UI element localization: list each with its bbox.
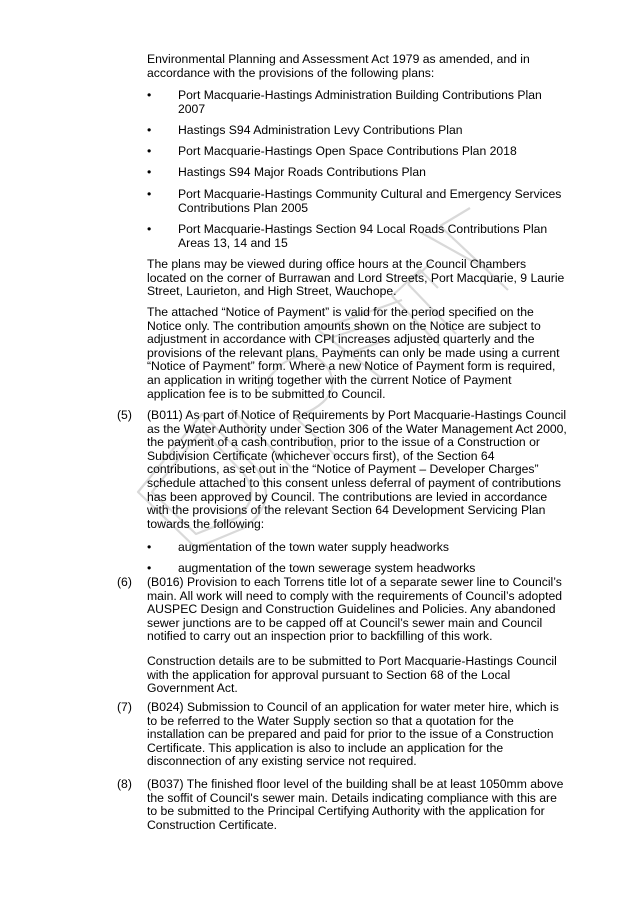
plan-item: Port Macquarie-Hastings Administration Building Contributions Plan 2007: [178, 88, 542, 116]
condition-text: (B016) Provision to each Torrens title lot of a separate sewer line to Council’s main. All work will need to comply with the requirements of Council’s adopted AUSPEC Design and Construction Guidelines and Policies. Any abandoned sewer junctions are to be capped off at Council’s sewer main and Council notified to carry out an inspection prior to backfilling of this work.: [147, 575, 563, 644]
headworks-item: augmentation of the town sewerage system headworks: [178, 561, 476, 575]
notice-of-payment-paragraph: The attached “Notice of Payment” is valid for the period specified on the Notice only. The contribution amounts shown on the Notice are subject to adjustment in accordance with CPI increases adjusted quarterly and the provisions of the relevant plans. Payments can only be made using a current “Notice of Payment” form. Where a new Notice of Payment form is required, an application in writing together with the current Notice of Payment application fee is to be submitted to Council.: [147, 305, 560, 401]
condition-number: (6): [117, 575, 132, 589]
plan-item: Port Macquarie-Hastings Community Cultural and Emergency Services Contributions Plan 2005: [178, 187, 562, 215]
bullet-icon: •: [147, 88, 152, 102]
construction-details-paragraph: Construction details are to be submitted to Port Macquarie-Hastings Council with the application for approval pursuant to Section 68 of the Local Government Act.: [147, 654, 557, 696]
condition-text: (B011) As part of Notice of Requirements by Port Macquarie-Hastings Council as the Water Authority under Section 306 of the Water Management Act 2000, the payment of a cash contribution, prior to the issue of a Construction or Subdivision Certificate (whichever occurs first), of the Section 64 contributions, as set out in the “Notice of Payment – Developer Charges” schedule attached to this consent unless deferral of payment of contributions has been approved by Council. The contributions are levied in accordance with the provisions of the relevant Section 64 Development Servicing Plan towards the following:: [147, 408, 567, 531]
bullet-icon: •: [147, 540, 152, 554]
plan-item: Hastings S94 Administration Levy Contributions Plan: [178, 123, 463, 137]
bullet-icon: •: [147, 187, 152, 201]
intro-paragraph: Environmental Planning and Assessment Act 1979 as amended, and in accordance with the provisions of the following plans:: [147, 52, 530, 80]
condition-number: (8): [117, 777, 132, 791]
bullet-icon: •: [147, 123, 152, 137]
headworks-item: augmentation of the town water supply headworks: [178, 540, 449, 554]
plan-item: Port Macquarie-Hastings Open Space Contributions Plan 2018: [178, 144, 517, 158]
bullet-icon: •: [147, 561, 152, 575]
condition-text: (B037) The finished floor level of the building shall be at least 1050mm above the soffit of Council's sewer main. Details indicating compliance with this are to be submitted to the Principal Certifying Authority with the application for Construction Certificate.: [147, 777, 564, 832]
plan-item: Port Macquarie-Hastings Section 94 Local Roads Contributions Plan Areas 13, 14 and 15: [178, 222, 548, 250]
bullet-icon: •: [147, 144, 152, 158]
plans-location-paragraph: The plans may be viewed during office hours at the Council Chambers located on the corner of Burrawan and Lord Streets, Port Macquarie, 9 Laurie Street, Laurieton, and High Street, Wauchope.: [147, 257, 565, 299]
condition-text: (B024) Submission to Council of an application for water meter hire, which is to be referred to the Water Supply section so that a quotation for the installation can be prepared and paid for prior to the issue of a Construction Certificate. This application is also to include an application for the disconnection of any existing service not required.: [147, 700, 559, 769]
bullet-icon: •: [147, 222, 152, 236]
condition-number: (5): [117, 408, 132, 422]
bullet-icon: •: [147, 165, 152, 179]
condition-number: (7): [117, 700, 132, 714]
plan-item: Hastings S94 Major Roads Contributions Plan: [178, 165, 426, 179]
